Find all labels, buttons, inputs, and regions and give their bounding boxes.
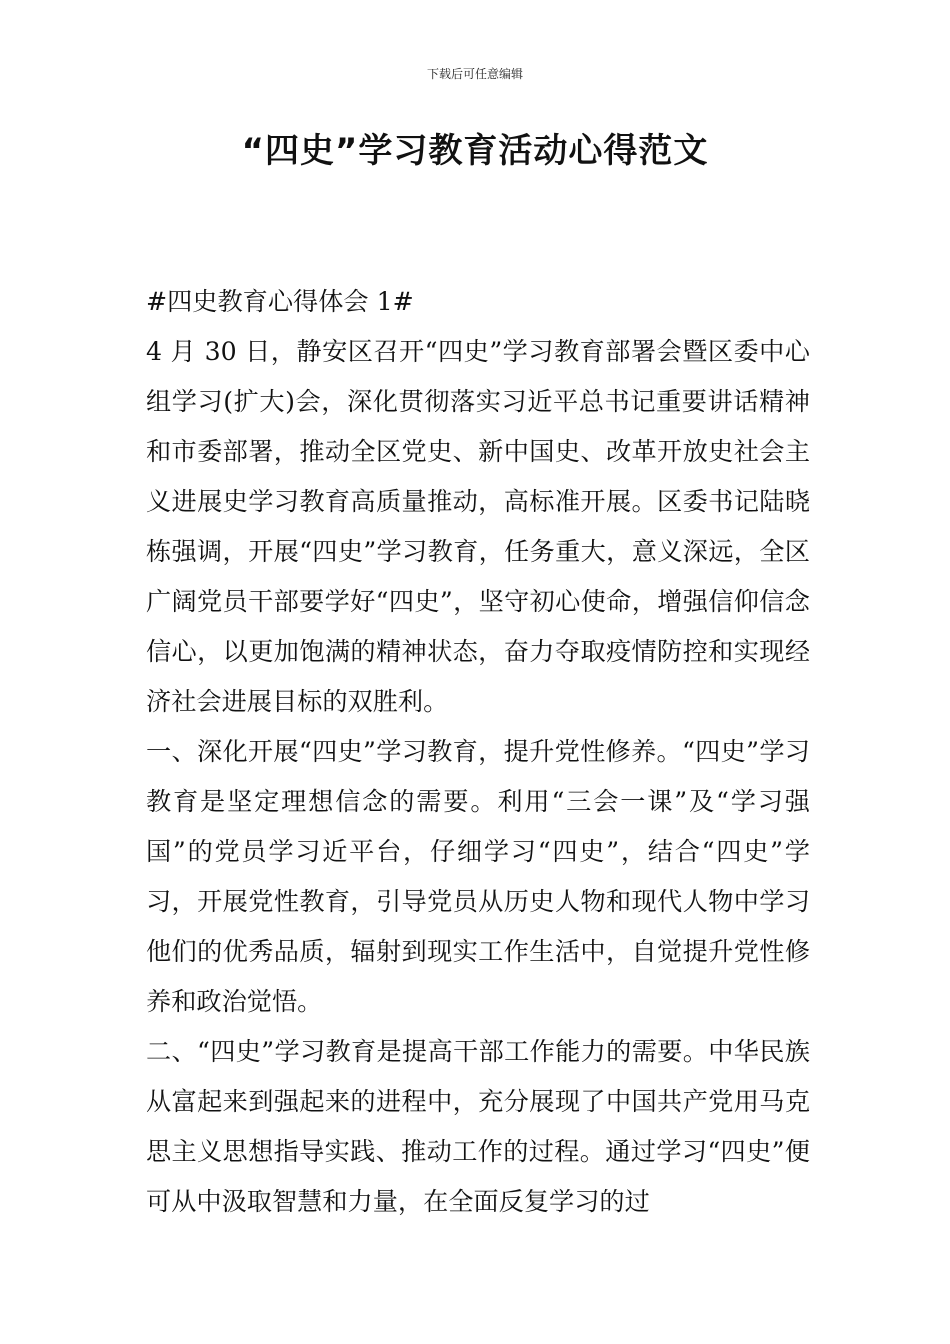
paragraph-1: 4 月 30 日，静安区召开“四史”学习教育部署会暨区委中心组学习(扩大)会，深化贯彻落实习近平总书记重要讲话精神和市委部署，推动全区党史、新中国史、改革开放史社会主义进展史学习教育高质量推动，高标准开展。区委书记陆晓栋强调，开展“四史”学习教育，任务重大，意义深远，全区广阔党员干部要学好“四史”，坚守初心使命，增强信仰信念信心，以更加饱满的精神状态，奋力夺取疫情防控和实现经济社会进展目标的双胜利。 [146,337,810,716]
paragraph-2: 一、深化开展“四史”学习教育，提升党性修养。“四史”学习教育是坚定理想信念的需要。利用“三会一课”及“学习强国”的党员学习近平台，仔细学习“四史”，结合“四史”学习，开展党性教育，引导党员从历史人物和现代人物中学习他们的优秀品质，辐射到现实工作生活中，自觉提升党性修养和政治觉悟。 [146,737,810,1016]
document-title: “四史”学习教育活动心得范文 [241,131,709,171]
paragraph-3: 二、“四史”学习教育是提高干部工作能力的需要。中华民族从富起来到强起来的进程中，充分展现了中国共产党用马克思主义思想指导实践、推动工作的过程。通过学习“四史”便可从中汲取智慧和力量，在全面反复学习的过 [146,1037,810,1216]
header-note: 下载后可任意编辑 [426,67,523,81]
document-body [146,277,810,1227]
section-heading: #四史教育心得体会 1# [146,287,414,316]
